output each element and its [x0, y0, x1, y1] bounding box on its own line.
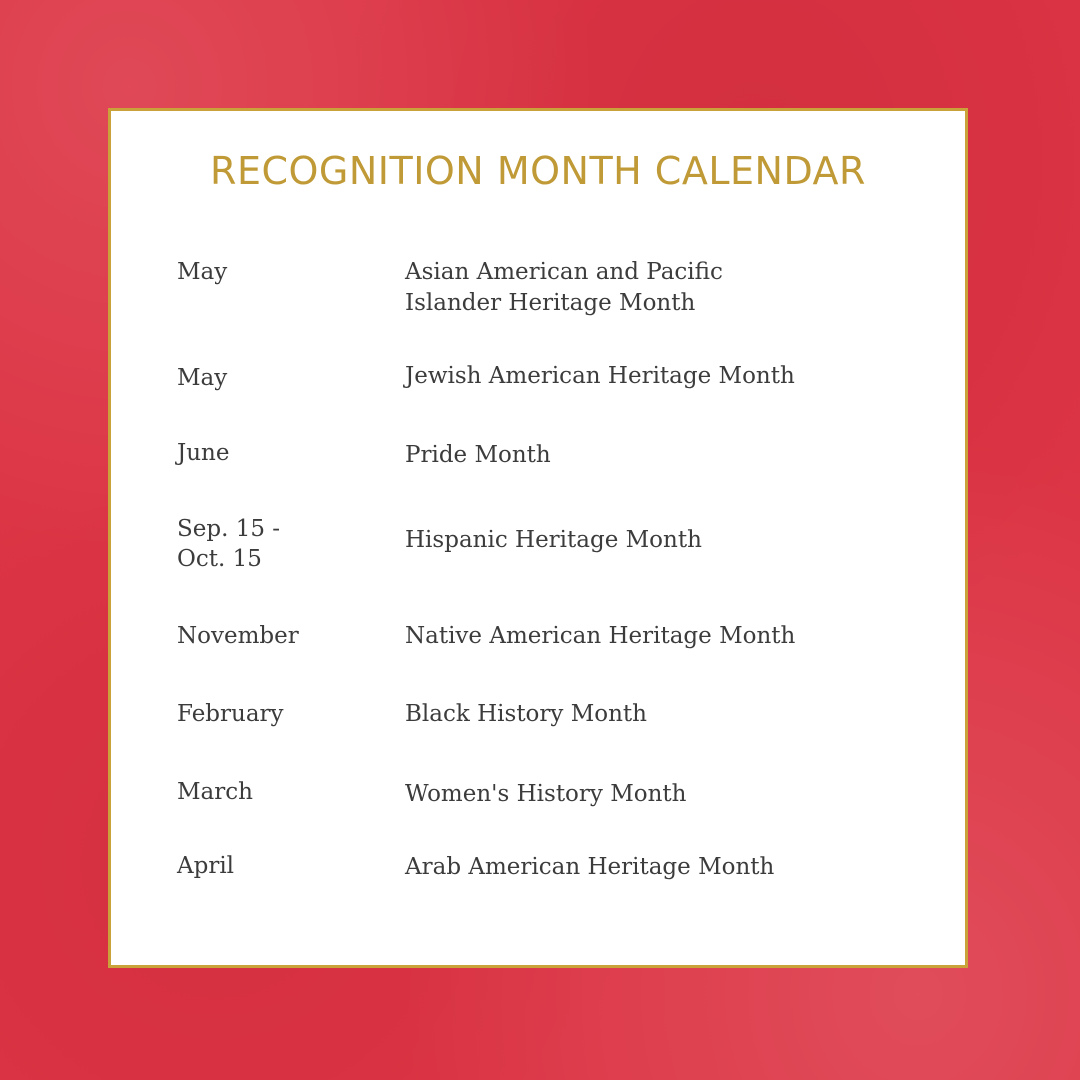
row-event-line: Jewish American Heritage Month: [405, 363, 795, 389]
row-event-line: Hispanic Heritage Month: [405, 527, 702, 553]
row-event-line: Native American Heritage Month: [405, 623, 796, 649]
row-date: May: [177, 259, 228, 285]
row-event-line: Black History Month: [405, 701, 647, 727]
row-date: June: [177, 440, 230, 466]
row-event: [405, 440, 925, 471]
page-title: RECOGNITION MONTH CALENDAR: [210, 149, 866, 193]
row-event: [405, 621, 925, 652]
row-date: April: [177, 853, 235, 879]
row-event: [405, 257, 925, 319]
row-event: [405, 361, 925, 392]
row-event-line: Pride Month: [405, 442, 551, 468]
calendar-card: [108, 108, 968, 968]
row-date-line: Sep. 15 -: [177, 516, 281, 542]
row-date: March: [177, 779, 253, 805]
row-event-line: Islander Heritage Month: [405, 290, 696, 316]
row-date: February: [177, 701, 284, 727]
row-date: [177, 514, 377, 574]
row-event-line: Arab American Heritage Month: [405, 854, 775, 880]
row-date: May: [177, 365, 228, 391]
row-event-line: Women's History Month: [405, 781, 687, 807]
row-event: [405, 779, 925, 810]
row-event-line: Asian American and Pacific: [405, 259, 723, 285]
row-event: [405, 699, 925, 730]
row-event: [405, 525, 925, 556]
row-date-line: Oct. 15: [177, 546, 262, 572]
row-date: November: [177, 623, 299, 649]
row-event: [405, 852, 925, 883]
